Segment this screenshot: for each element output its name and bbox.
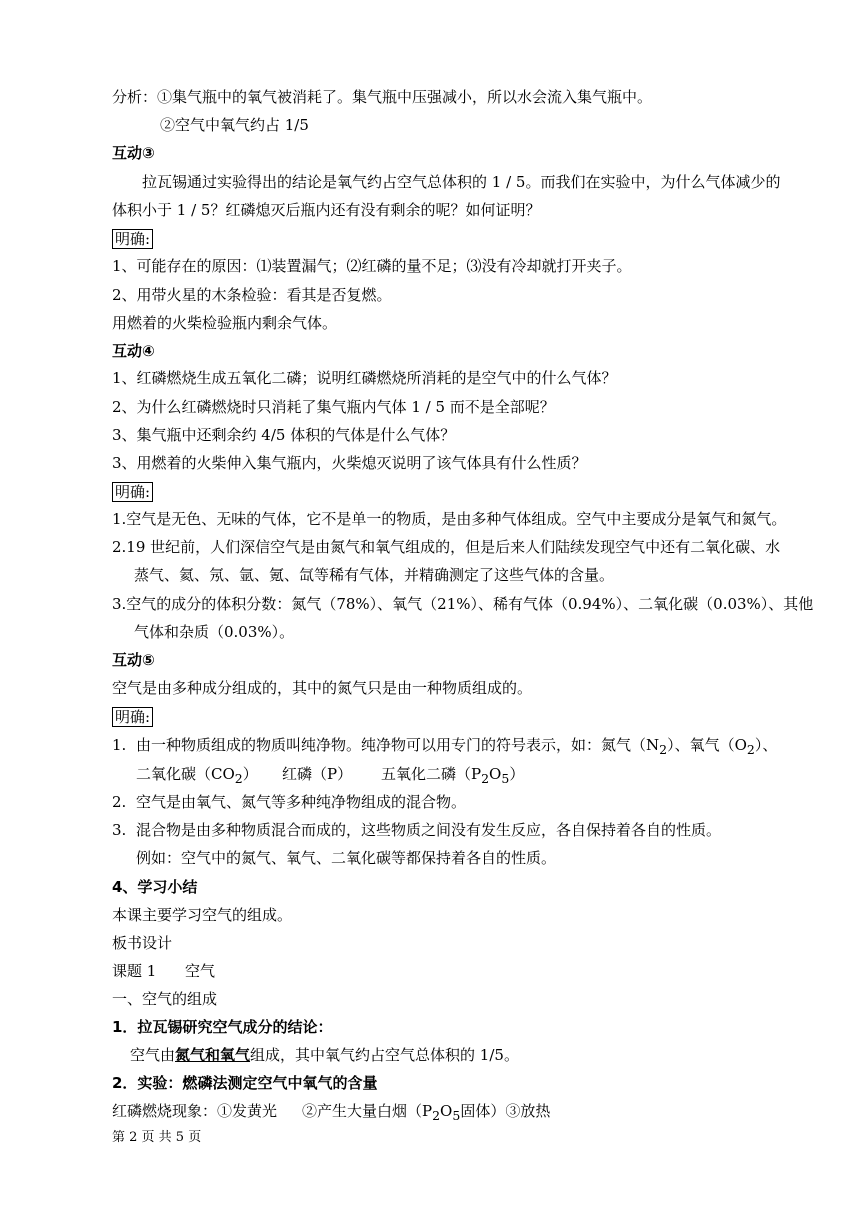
point-2-title: 2．实验：燃磷法测定空气中氧气的含量: [112, 1074, 378, 1092]
section-title-hd3: 互动③: [112, 144, 155, 162]
summary-text: 本课主要学习空气的组成。: [112, 906, 293, 924]
hd4-answer-3b: 气体和杂质（0.03%）。: [134, 623, 295, 641]
lesson-topic: 空气: [185, 962, 216, 980]
summary-title: 4、学习小结: [112, 878, 198, 896]
hd4-question-1: 1、红磷燃烧生成五氧化二磷；说明红磷燃烧所消耗的是空气中的什么气体？: [112, 369, 617, 387]
hd4-answer-3a: 3.空气的成分的体积分数：氮气（78%）、氧气（21%）、稀有气体（0.94%）、二氧化碳（0.03%）、其他: [112, 595, 814, 613]
board-design-label: 板书设计: [112, 934, 173, 952]
hd3-answer-1: 1、可能存在的原因：⑴装置漏气；⑵红磷的量不足；⑶没有冷却就打开夹子。: [112, 257, 632, 275]
page-number: 第 2 页 共 5 页: [112, 1130, 202, 1145]
hd5-answer-1b-p: 红磷（P）: [282, 765, 353, 783]
section-heading: 一、空气的组成: [112, 990, 218, 1008]
hd4-question-2: 2、为什么红磷燃烧时只消耗了集气瓶内气体 1 / 5 而不是全部呢？: [112, 398, 555, 416]
hd4-question-3: 3、集气瓶中还剩余约 4/5 体积的气体是什么气体？: [112, 426, 456, 444]
hd5-answer-1b-p2o5: 五氧化二磷$(P_2O_5)$: [381, 765, 525, 786]
hd4-answer-2a: 2.19 世纪前，人们深信空气是由氮气和氧气组成的，但是后来人们陆续发现空气中还有二氧化碳、水: [112, 538, 781, 556]
hd3-paragraph-1: 拉瓦锡通过实验得出的结论是氧气约占空气总体积的 1 / 5。而我们在实验中，为什么气体减少的: [142, 173, 781, 191]
section-title-hd5: 互动⑤: [112, 651, 155, 669]
hd5-mingque-label: 明确:: [112, 707, 153, 727]
lesson-number: 课题 1: [112, 962, 157, 980]
analysis-line-2: ②空气中氧气约占 1/5: [160, 116, 309, 134]
hd5-answer-3-example: 例如：空气中的氮气、氧气、二氧化碳等都保持着各自的性质。: [136, 849, 557, 867]
point-1-text: 空气由氮气和氧气组成，其中氧气约占空气总体积的 1/5。: [130, 1046, 519, 1064]
hd5-answer-2: 空气是由氧气、氮气等多种纯净物组成的混合物。: [136, 793, 467, 811]
hd3-answer-2: 2、用带火星的木条检验：看其是否复燃。: [112, 286, 392, 304]
hd5-answer-1b-co2: 二氧化碳$(CO_2)$: [136, 765, 258, 786]
hd3-paragraph-2: 体积小于 1 / 5？红磷熄灭后瓶内还有没有剩余的呢？如何证明？: [112, 201, 541, 219]
hd4-answer-1: 1.空气是无色、无味的气体，它不是单一的物质，是由多种气体组成。空气中主要成分是氧气和氮气。: [112, 510, 787, 528]
hd5-answer-3-number: 3.: [112, 821, 127, 839]
analysis-line-1: 分析：①集气瓶中的氧气被消耗了。集气瓶中压强减小，所以水会流入集气瓶中。: [112, 88, 653, 106]
point-2-phenomena-2: ②产生大量白烟（$P_2O_5$固体）③放热: [302, 1102, 551, 1123]
hd5-answer-1-number: 1.: [112, 736, 127, 754]
section-title-hd4: 互动④: [112, 342, 155, 360]
hd4-question-4: 3、用燃着的火柴伸入集气瓶内，火柴熄灭说明了该气体具有什么性质？: [112, 454, 587, 472]
hd5-answer-1: 由一种物质组成的物质叫纯净物。纯净物可以用专门的符号表示，如：氮气$(N_2)$、氧气$(O_2)$、: [136, 736, 778, 757]
hd5-answer-2-number: 2.: [112, 793, 127, 811]
hd3-mingque-label: 明确:: [112, 229, 153, 249]
hd5-statement: 空气是由多种成分组成的，其中的氮气只是由一种物质组成的。: [112, 679, 533, 697]
hd4-mingque-label: 明确:: [112, 482, 153, 502]
point-2-phenomena-1: 红磷燃烧现象：①发黄光: [112, 1102, 278, 1120]
point-1-title: 1．拉瓦锡研究空气成分的结论：: [112, 1018, 333, 1036]
hd5-answer-3: 混合物是由多种物质混合而成的，这些物质之间没有发生反应，各自保持着各自的性质。: [136, 821, 722, 839]
hd3-answer-3: 用燃着的火柴检验瓶内剩余气体。: [112, 314, 338, 332]
hd4-answer-2b: 蒸气、氦、氖、氩、氪、氙等稀有气体，并精确测定了这些气体的含量。: [134, 566, 615, 584]
